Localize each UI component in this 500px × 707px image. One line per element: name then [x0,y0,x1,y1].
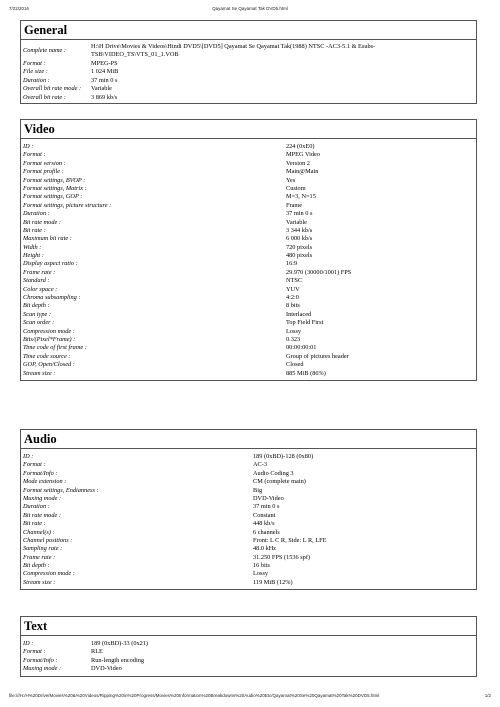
info-value: 8 bits [286,302,300,310]
info-key: Display aspect ratio : [23,260,78,268]
info-key: ID : [23,453,34,460]
info-row [21,77,476,85]
info-value: 720 pixels [286,243,313,251]
info-key: Duration : [23,503,50,511]
info-value: 0.323 [286,335,301,343]
info-key: GOP, Open/Closed : [23,361,75,369]
info-value: Variable [286,218,307,226]
section-title: Video [21,120,476,139]
info-value: 00:00:00:01 [286,344,317,352]
info-value: 16 bits [253,562,270,570]
print-date: 7/22/2016 [9,6,30,11]
info-key: Mode extension : [23,478,67,486]
info-row [21,336,476,344]
info-value: 189 (0xBD)-33 (0x21) [91,640,149,647]
info-key: Frame rate : [23,268,56,276]
info-row [21,286,476,294]
info-row [21,302,476,310]
info-key: ID : [23,143,34,150]
info-row [21,160,476,168]
info-row [21,512,476,520]
info-row [21,665,476,673]
info-value: 37 min 0 s [286,210,313,218]
info-row [21,570,476,578]
info-value: 119 MiB (12%) [253,578,293,586]
info-value: 29.970 (30000/1001) FPS [286,268,352,276]
info-value: 37 min 0 s [91,76,118,84]
info-row [21,42,476,60]
info-value: Interlaced [286,310,312,318]
info-key: Stream size : [23,578,56,586]
section-general [20,20,477,104]
info-value: Constant [253,511,276,519]
section-video [20,119,477,381]
info-key: Format : [23,461,46,469]
info-row [21,260,476,268]
info-key: Format/Info : [23,469,58,477]
info-value: 31.250 FPS (1536 spf) [253,553,311,561]
info-row [21,193,476,201]
info-value: Closed [286,361,304,369]
info-key: Format settings, picture structure : [23,201,112,209]
info-row [21,529,476,537]
info-key: Format version : [23,159,66,167]
info-value: 16:9 [286,260,298,268]
print-title: Qayamat Se Qayamat Tak DVD5.html [212,6,288,11]
info-value: 480 pixels [286,252,313,260]
info-value: Big [253,486,263,494]
info-key: Overall bit rate : [23,93,66,101]
info-key: Time code of first frame : [23,344,87,352]
info-key: Format settings, GOP : [23,193,83,201]
info-row [21,168,476,176]
info-key: Bit rate : [23,226,46,234]
info-key: Compression mode : [23,570,75,578]
info-value: Top Field First [286,319,324,327]
info-key: Overall bit rate mode : [23,85,82,93]
info-row [21,210,476,218]
info-key: Maximum bit rate : [23,235,72,243]
info-key: Format settings, Matrix : [23,184,87,192]
info-row [21,461,476,469]
section-text [20,616,477,677]
info-value: 3 869 kb/s [91,93,118,101]
info-value: 3 344 kb/s [286,226,313,234]
info-value: Audio Coding 3 [253,469,294,477]
info-row [21,344,476,352]
info-key: Standard : [23,277,50,285]
info-row [21,648,476,656]
info-row [21,657,476,665]
info-row [21,328,476,336]
info-value: Run-length encoding [91,656,144,664]
info-key: Stream size : [23,369,56,377]
info-value: 6 000 kb/s [286,235,313,243]
info-row [21,562,476,570]
info-value: M=3, N=15 [286,193,316,201]
info-key: Scan type : [23,310,51,318]
info-row [21,202,476,210]
info-row [21,235,476,243]
info-key: Width : [23,243,42,251]
info-value: YUV [286,285,300,293]
info-value: RLE [91,648,103,656]
info-value: Frame [286,201,303,209]
info-key: Duration : [23,210,50,218]
info-value: 37 min 0 s [253,503,280,511]
info-value: Main@Main [286,168,319,176]
info-row [21,370,476,378]
info-key: Format : [23,648,46,656]
info-row [21,269,476,277]
info-value: 1 024 MiB [91,68,119,76]
info-row [21,85,476,93]
info-value: 48.0 kHz [253,545,277,553]
info-row [21,68,476,76]
info-value: 448 kb/s [253,520,275,528]
print-header [9,6,491,12]
info-value: 224 (0xE0) [286,143,315,150]
info-key: Scan order : [23,319,55,327]
info-row [21,361,476,369]
info-row [21,520,476,528]
info-value: DVD-Video [91,665,122,673]
info-value: Front: L C R, Side: L R, LFE [253,536,327,544]
section-title: Audio [21,430,476,449]
info-row [21,151,476,159]
print-file-path: file:///H:/H%20Drive/Movies%20&%20Videos/Ripping%20in%20Progress/Movies%20Information%20Breakdowns%20Audio%20Etc/Qayamat%20Se%20Qayamat%20Tak%20DVD5.html [9,693,380,698]
info-value: H:\H Drive\Movies & Videos\Hindi DVD5\[DVD5] Qayamat Se Qayamat Tak(1988) NTSC -AC3-5.1 & Esubs-TSB\VIDEO_TS\VTS_01_1.VOB [91,43,376,59]
info-row [21,227,476,235]
info-row [21,94,476,102]
info-row [21,470,476,478]
info-key: Format/Info : [23,656,58,664]
info-table [21,449,476,589]
info-key: Chroma subsampling : [23,294,81,302]
info-row [21,143,476,151]
info-row [21,545,476,553]
info-value: NTSC [286,277,303,285]
info-key: Complete name : [23,47,67,54]
info-key: Height : [23,252,44,260]
section-title: Text [21,617,476,636]
info-key: Duration : [23,76,50,84]
info-value: Lossy [286,327,302,335]
info-key: Channel positions : [23,536,73,544]
info-row [21,252,476,260]
info-row [21,503,476,511]
info-key: ID : [23,640,34,647]
info-row [21,495,476,503]
info-row [21,579,476,587]
info-key: Format profile : [23,168,64,176]
info-row [21,60,476,68]
info-row [21,311,476,319]
info-key: Channel(s) : [23,528,55,536]
info-row [21,487,476,495]
info-value: Group of pictures header [286,352,349,360]
info-row [21,319,476,327]
info-table [21,636,476,676]
info-key: Bit depth : [23,302,50,310]
print-footer [9,693,491,699]
info-value: 189 (0xBD)-128 (0x80) [253,453,314,460]
info-key: File size : [23,68,48,76]
info-value: 4:2:0 [286,294,299,302]
info-key: Color space : [23,285,58,293]
info-table [21,40,476,103]
info-row [21,277,476,285]
info-key: Time code source : [23,352,71,360]
info-row [21,554,476,562]
info-key: Bit rate : [23,520,46,528]
info-row [21,244,476,252]
info-row [21,185,476,193]
info-row [21,640,476,648]
info-key: Format settings, Endianness : [23,486,99,494]
info-value: DVD-Video [253,494,284,502]
info-table [21,139,476,380]
info-key: Format settings, BVOP : [23,176,86,184]
info-key: Bits/(Pixel*Frame) : [23,335,76,343]
info-key: Frame rate : [23,553,56,561]
info-value: AC-3 [253,461,267,469]
info-row [21,478,476,486]
info-value: Lossy [253,570,269,578]
info-row [21,453,476,461]
info-key: Bit rate mode : [23,511,61,519]
info-row [21,294,476,302]
section-title: General [21,21,476,40]
info-value: Version 2 [286,159,310,167]
info-key: Muxing mode : [23,494,62,502]
info-key: Muxing mode : [23,665,62,673]
info-row [21,219,476,227]
info-value: Custom [286,184,306,192]
info-row [21,353,476,361]
info-value: 6 channels [253,528,280,536]
page-number: 1/2 [484,693,491,698]
info-value: Yes [286,176,296,184]
info-row [21,177,476,185]
info-key: Format : [23,151,46,159]
info-key: Compression mode : [23,327,75,335]
info-value: 885 MiB (86%) [286,369,326,377]
info-key: Sampling rate : [23,545,63,553]
info-key: Format : [23,60,46,67]
info-value: MPEG-PS [91,60,118,67]
info-key: Bit depth : [23,562,50,570]
info-value: MPEG Video [286,151,320,159]
section-audio [20,429,477,590]
info-row [21,537,476,545]
info-value: CM (complete main) [253,478,306,486]
info-value: Variable [91,85,112,93]
info-key: Bit rate mode : [23,218,61,226]
